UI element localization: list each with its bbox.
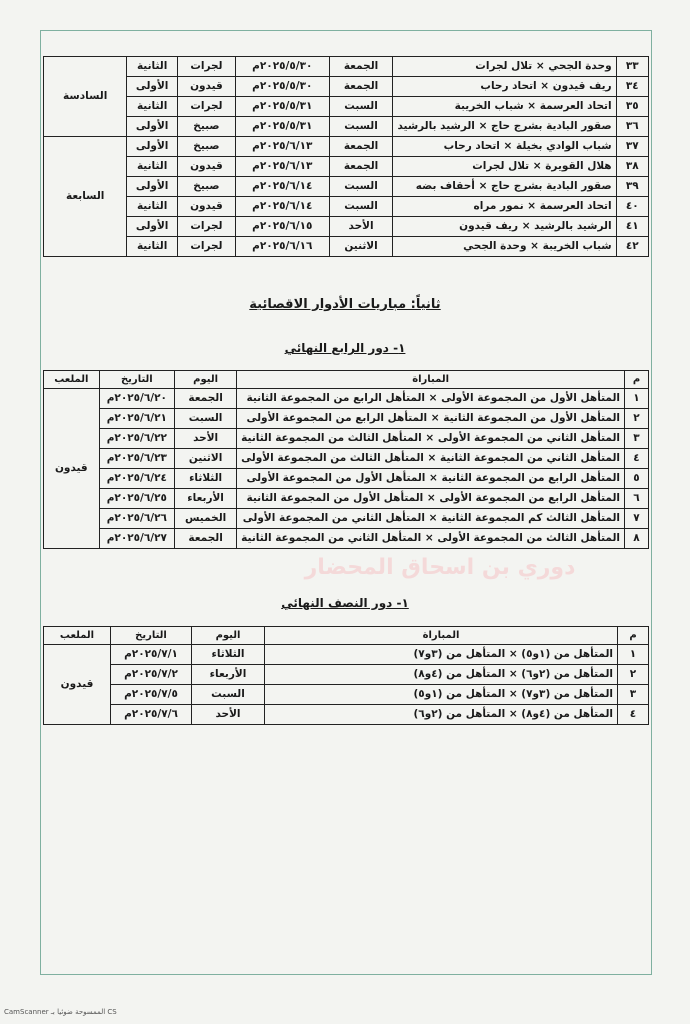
match-name: شباب الوادي بخيلة × اتحاد رحاب (393, 137, 616, 157)
match-venue: صبيخ (177, 137, 235, 157)
match-day: الأربعاء (192, 665, 265, 685)
match-venue: قيدون (177, 197, 235, 217)
match-number: ٨ (625, 529, 649, 549)
match-venue: قيدون (44, 389, 100, 549)
match-day: السبت (329, 97, 393, 117)
match-name: المتأهل من (٢و٦) × المتأهل من (٤و٨) (265, 665, 618, 685)
match-day: الأحد (329, 217, 393, 237)
match-number: ٣٧ (616, 137, 648, 157)
match-number: ٣٨ (616, 157, 648, 177)
match-date: ٢٠٢٥/٦/١٣م (235, 137, 329, 157)
match-day: الاثنين (175, 449, 237, 469)
match-date: ٢٠٢٥/٦/٢١م (99, 409, 174, 429)
match-name: المتأهل من (١و٥) × المتأهل من (٣و٧) (265, 645, 618, 665)
match-number: ٤ (625, 449, 649, 469)
match-number: ٥ (625, 469, 649, 489)
table-row (44, 509, 649, 529)
match-date: ٢٠٢٥/٥/٣٠م (235, 77, 329, 97)
match-number: ٤٠ (616, 197, 648, 217)
table-row (44, 685, 649, 705)
match-day: الثلاثاء (175, 469, 237, 489)
table-row (44, 97, 649, 117)
match-number: ٧ (625, 509, 649, 529)
match-venue: قيدون (177, 77, 235, 97)
match-group: الأولى (127, 137, 178, 157)
match-day: السبت (329, 177, 393, 197)
watermark-text: دوري بن اسحاق المحضار (304, 555, 576, 580)
match-number: ٤٢ (616, 237, 648, 257)
match-date: ٢٠٢٥/٥/٣١م (235, 117, 329, 137)
match-date: ٢٠٢٥/٦/٢٢م (99, 429, 174, 449)
match-number: ٤١ (616, 217, 648, 237)
table-row (44, 449, 649, 469)
match-number: ٢ (618, 665, 649, 685)
header-num: م (625, 371, 649, 389)
match-group: الأولى (127, 177, 178, 197)
match-venue: لجرات (177, 57, 235, 77)
match-date: ٢٠٢٥/٧/٥م (111, 685, 192, 705)
match-date: ٢٠٢٥/٥/٣٠م (235, 57, 329, 77)
match-day: الأربعاء (175, 489, 237, 509)
round-label: السابعة (44, 137, 127, 257)
match-group: الثانية (127, 57, 178, 77)
match-number: ٣٩ (616, 177, 648, 197)
header-date: التاريخ (111, 627, 192, 645)
match-name: صقور البادية بشرج حاج × الرشيد بالرشيد (393, 117, 616, 137)
table-row (44, 705, 649, 725)
round-label: السادسة (44, 57, 127, 137)
match-name: شباب الخريبة × وحدة الجحي (393, 237, 616, 257)
match-date: ٢٠٢٥/٦/١٤م (235, 177, 329, 197)
match-number: ٣٥ (616, 97, 648, 117)
match-day: الأحد (192, 705, 265, 725)
section-title: ثانياً: مباريات الأدوار الاقصائية (249, 297, 441, 312)
match-number: ٣ (625, 429, 649, 449)
match-number: ٢ (625, 409, 649, 429)
match-day: السبت (175, 409, 237, 429)
match-date: ٢٠٢٥/٧/١م (111, 645, 192, 665)
table-row (44, 645, 649, 665)
table-row (44, 469, 649, 489)
match-name: المتأهل الثالث كم المجموعة الثانية × المتأهل الثاني من المجموعة الأولى (237, 509, 625, 529)
match-name: ريف قيدون × اتحاد رحاب (393, 77, 616, 97)
match-name: المتأهل من (٤و٨) × المتأهل من (٢و٦) (265, 705, 618, 725)
match-number: ٣٤ (616, 77, 648, 97)
match-venue: قيدون (177, 157, 235, 177)
match-name: المتأهل من (٣و٧) × المتأهل من (١و٥) (265, 685, 618, 705)
match-venue: صبيخ (177, 117, 235, 137)
match-name: الرشيد بالرشيد × ريف قيدون (393, 217, 616, 237)
match-name: وحدة الجحي × تلال لجرات (393, 57, 616, 77)
table-row (44, 137, 649, 157)
header-date: التاريخ (99, 371, 174, 389)
scanner-footer: CS الممسوحة ضوئيا بـ CamScanner (4, 1008, 117, 1016)
table-row (44, 429, 649, 449)
match-group: الأولى (127, 77, 178, 97)
match-group: الأولى (127, 117, 178, 137)
match-number: ٣ (618, 685, 649, 705)
match-group: الثانية (127, 197, 178, 217)
match-day: الجمعة (175, 529, 237, 549)
match-day: الجمعة (175, 389, 237, 409)
match-date: ٢٠٢٥/٦/٢٤م (99, 469, 174, 489)
quarterfinal-title: ١- دور الرابع النهائي (284, 341, 406, 355)
match-day: الخميس (175, 509, 237, 529)
match-date: ٢٠٢٥/٦/٢٠م (99, 389, 174, 409)
match-date: ٢٠٢٥/٦/١٦م (235, 237, 329, 257)
match-name: اتحاد العرسمة × نمور مراه (393, 197, 616, 217)
header-venue: الملعب (44, 627, 111, 645)
match-day: السبت (192, 685, 265, 705)
match-day: الجمعة (329, 157, 393, 177)
match-venue: لجرات (177, 97, 235, 117)
table-row (44, 665, 649, 685)
table-row (44, 529, 649, 549)
group-schedule-table (43, 56, 649, 257)
match-number: ٦ (625, 489, 649, 509)
match-date: ٢٠٢٥/٧/٢م (111, 665, 192, 685)
match-venue: لجرات (177, 217, 235, 237)
header-match: المباراة (265, 627, 618, 645)
header-day: اليوم (175, 371, 237, 389)
table-row (44, 389, 649, 409)
table-row (44, 409, 649, 429)
header-day: اليوم (192, 627, 265, 645)
quarterfinal-table (43, 370, 649, 549)
match-name: اتحاد العرسمة × شباب الخريبة (393, 97, 616, 117)
table-row (44, 157, 649, 177)
table-row (44, 77, 649, 97)
match-group: الثانية (127, 97, 178, 117)
match-name: المتأهل الثالث من المجموعة الأولى × المتأهل الثاني من المجموعة الثانية (237, 529, 625, 549)
match-number: ٤ (618, 705, 649, 725)
match-date: ٢٠٢٥/٦/١٥م (235, 217, 329, 237)
match-name: المتأهل الثاني من المجموعة الأولى × المتأهل الثالث من المجموعة الثانية (237, 429, 625, 449)
match-venue: صبيخ (177, 177, 235, 197)
match-name: المتأهل الرابع من المجموعة الثانية × المتأهل الأول من المجموعة الأولى (237, 469, 625, 489)
table-row (44, 237, 649, 257)
match-name: المتأهل الرابع من المجموعة الأولى × المتأهل الأول من المجموعة الثانية (237, 489, 625, 509)
match-name: المتأهل الأول من المجموعة الأولى × المتأهل الرابع من المجموعة الثانية (237, 389, 625, 409)
match-day: الأحد (175, 429, 237, 449)
match-day: الثلاثاء (192, 645, 265, 665)
match-date: ٢٠٢٥/٥/٣١م (235, 97, 329, 117)
table-row (44, 57, 649, 77)
match-name: المتأهل الأول من المجموعة الثانية × المتأهل الرابع من المجموعة الأولى (237, 409, 625, 429)
match-group: الأولى (127, 217, 178, 237)
table-row (44, 217, 649, 237)
header-match: المباراة (237, 371, 625, 389)
match-date: ٢٠٢٥/٦/٢٦م (99, 509, 174, 529)
match-day: السبت (329, 117, 393, 137)
match-name: صقور البادية بشرج حاج × أحقاف بضه (393, 177, 616, 197)
table-row (44, 197, 649, 217)
match-number: ١ (625, 389, 649, 409)
match-date: ٢٠٢٥/٧/٦م (111, 705, 192, 725)
match-date: ٢٠٢٥/٦/٢٥م (99, 489, 174, 509)
table-row (44, 489, 649, 509)
match-number: ٣٦ (616, 117, 648, 137)
match-day: السبت (329, 197, 393, 217)
match-name: هلال القويرة × تلال لجرات (393, 157, 616, 177)
match-date: ٢٠٢٥/٦/٢٣م (99, 449, 174, 469)
table-row (44, 177, 649, 197)
semifinal-title: ١- دور النصف النهائي (281, 596, 409, 610)
match-date: ٢٠٢٥/٦/١٤م (235, 197, 329, 217)
match-name: المتأهل الثاني من المجموعة الثانية × المتأهل الثالث من المجموعة الأولى (237, 449, 625, 469)
match-group: الثانية (127, 157, 178, 177)
match-day: الاثنين (329, 237, 393, 257)
match-date: ٢٠٢٥/٦/٢٧م (99, 529, 174, 549)
header-venue: الملعب (44, 371, 100, 389)
match-day: الجمعة (329, 137, 393, 157)
match-day: الجمعة (329, 77, 393, 97)
match-number: ١ (618, 645, 649, 665)
match-day: الجمعة (329, 57, 393, 77)
match-venue: لجرات (177, 237, 235, 257)
semifinal-table (43, 626, 649, 725)
match-number: ٣٣ (616, 57, 648, 77)
header-num: م (618, 627, 649, 645)
match-venue: قيدون (44, 645, 111, 725)
match-group: الثانية (127, 237, 178, 257)
match-date: ٢٠٢٥/٦/١٣م (235, 157, 329, 177)
table-row (44, 117, 649, 137)
